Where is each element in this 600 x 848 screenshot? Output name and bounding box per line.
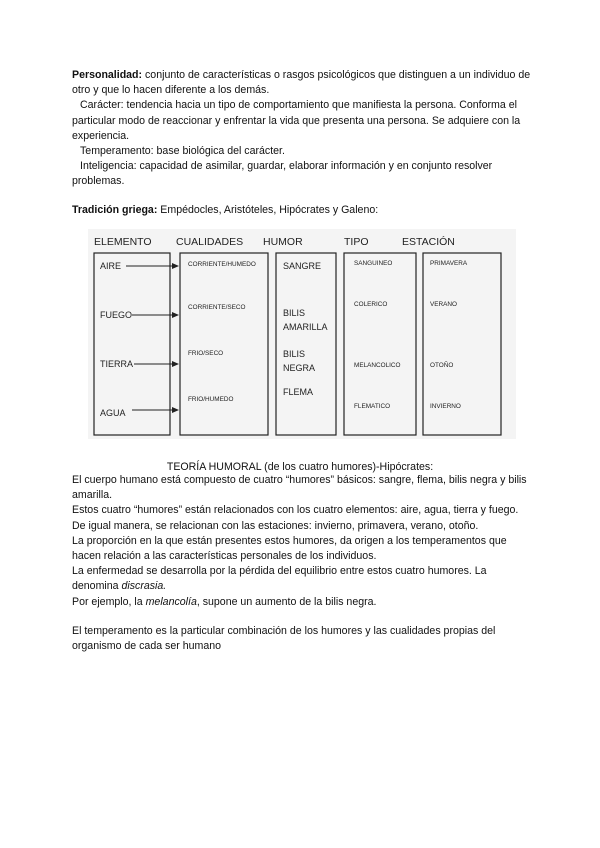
type-colerico: COLERICO <box>354 301 388 308</box>
theory-p5-term: melancolía <box>145 595 197 608</box>
humors-diagram-svg <box>88 229 516 439</box>
temperamento-definition: Temperamento: base biológica del carácter. <box>80 145 285 158</box>
humor-negra: NEGRA <box>283 363 316 373</box>
definitions-section <box>72 68 532 190</box>
inteligencia-definition: Inteligencia: capacidad de asimilar, guardar, elaborar información y en conjunto resolver problemas. <box>72 160 493 188</box>
theory-paragraph-4 <box>72 564 532 594</box>
header-cualidades: CUALIDADES <box>176 236 244 248</box>
season-primavera: PRIMAVERA <box>430 260 468 267</box>
theory-p4-term: discrasia. <box>121 580 167 593</box>
element-agua: AGUA <box>100 408 126 418</box>
header-estacion: ESTACIÓN <box>402 236 455 248</box>
theory-p4-text: La enfermedad se desarrolla por la pérdida del equilibrio entre estos cuatro humores. La denomina <box>72 565 487 593</box>
theory-paragraph-2: Estos cuatro “humores” están relacionados con los cuatro elementos: aire, agua, tierra y fuego. De igual manera, se relacionan con las estaciones: invierno, primavera, verano, otoño. <box>72 504 519 532</box>
humor-sangre: SANGRE <box>283 261 322 271</box>
greek-tradition-line <box>72 203 532 218</box>
humor-amarilla: AMARILLA <box>283 322 328 332</box>
element-fuego: FUEGO <box>100 310 133 320</box>
theory-paragraph-6: El temperamento es la particular combinación de los humores y las cualidades propias del organismo de cada ser humano <box>72 624 496 653</box>
element-tierra: TIERRA <box>100 359 134 369</box>
theory-paragraph-5 <box>72 595 532 610</box>
humors-diagram <box>88 229 516 439</box>
theory-p5-before: Por ejemplo, la <box>72 595 146 608</box>
humors-box <box>276 253 336 435</box>
caracter-definition: Carácter: tendencia hacia un tipo de comportamiento que manifiesta la persona. Conforma el particular modo de reaccionar y enfrentar la vida que presenta una persona. Se adquiere con la experiencia. <box>72 99 521 142</box>
theory-paragraph-3: La proporción en la que están presentes estos humores, da origen a los temperamentos que hacen relación a las características personales de los individuos. <box>72 534 507 563</box>
theory-title: TEORÍA HUMORAL (de los cuatro humores)-Hipócrates: <box>166 461 434 473</box>
header-humor: HUMOR <box>263 236 303 248</box>
header-elemento: ELEMENTO <box>94 236 152 248</box>
theory-p5-after: , supone un aumento de la bilis negra. <box>196 595 377 608</box>
humor-flema: FLEMA <box>283 387 314 397</box>
greek-tradition-term: Tradición griega: <box>72 204 158 216</box>
season-otono: OTOÑO <box>430 362 454 369</box>
qualities-box <box>180 253 268 435</box>
humor-bilis-1: BILIS <box>283 308 306 318</box>
header-tipo: TIPO <box>344 236 369 248</box>
greek-tradition-text: Empédocles, Aristóteles, Hipócrates y Galeno: <box>157 204 379 216</box>
type-flematico: FLEMATICO <box>354 403 391 410</box>
season-invierno: INVIERNO <box>430 403 461 410</box>
paragraph-gap <box>72 610 532 624</box>
theory-paragraph-1: El cuerpo humano está compuesto de cuatro “humores” básicos: sangre, flema, bilis negra y bilis amarilla. <box>72 474 527 502</box>
type-melancolico: MELANCOLICO <box>354 362 401 369</box>
quality-frio-seco: FRIO/SECO <box>188 350 224 357</box>
theory-section <box>72 473 532 654</box>
quality-frio-humedo: FRIO/HUMEDO <box>188 396 234 403</box>
personalidad-text: conjunto de características o rasgos psicológicos que distinguen a un individuo de otro y que lo hacen diferente a los demás. <box>72 69 531 97</box>
humor-bilis-2: BILIS <box>283 349 306 359</box>
personalidad-term: Personalidad: <box>72 69 143 81</box>
type-sanguineo: SANGUINEO <box>354 260 393 267</box>
season-verano: VERANO <box>430 301 457 308</box>
personalidad-definition <box>72 68 532 98</box>
quality-corriente-humedo: CORRIENTE/HUMEDO <box>188 261 256 268</box>
element-aire: AIRE <box>100 261 122 271</box>
quality-corriente-seco: CORRIENTE/SECO <box>188 304 246 311</box>
